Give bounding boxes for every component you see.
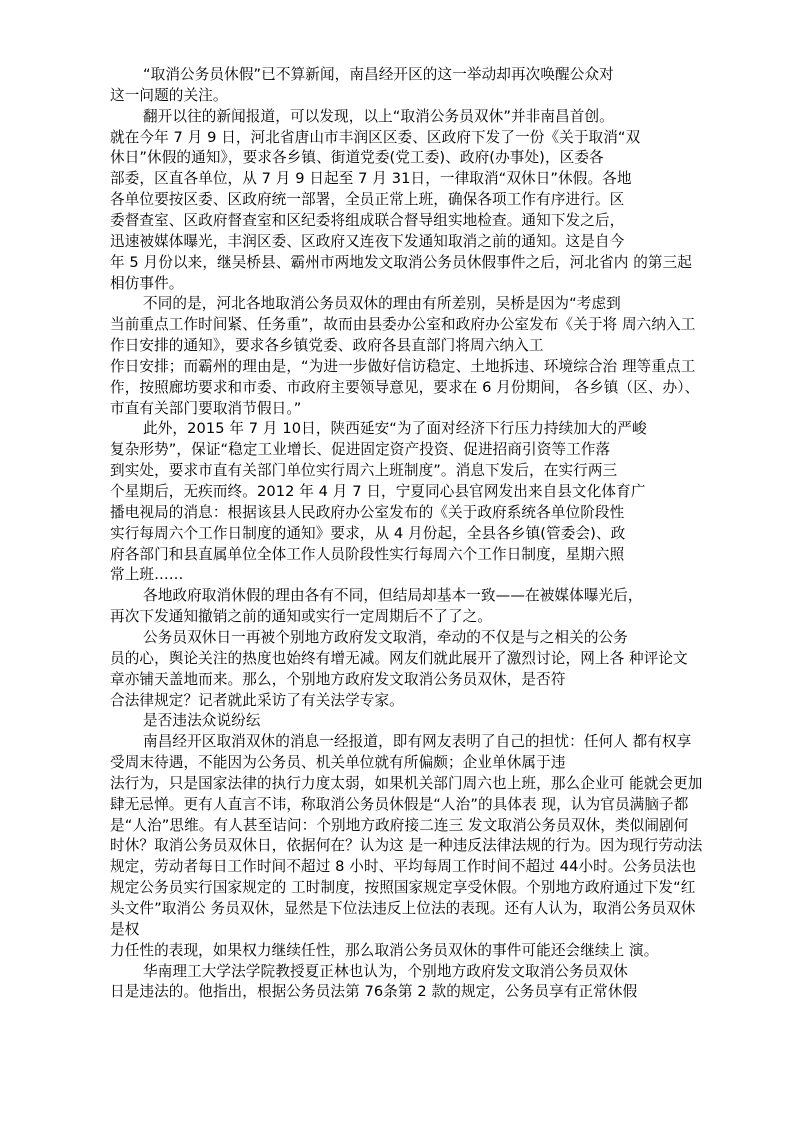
text-line: 休日”休假的通知》，要求各乡镇、街道党委(党工委)、政府(办事处)，区委各 — [110, 149, 604, 167]
text-line: 章亦铺天盖地而来。那么，个别地方政府发文取消公务员双休，是否符 — [110, 670, 566, 688]
text-line: 法行为，只是国家法律的执行力度太弱，如果机关部门周六也上班，那么企业可 能就会更加 — [110, 774, 703, 792]
text-line: 各单位要按区委、区政府统一部署，全员正常上班，确保各项工作有序进行。区 — [110, 191, 625, 209]
text-line: 规定，劳动者每日工作时间不超过 8 小时、平均每周工作时间不超过 44小时。公务员法也 — [110, 858, 697, 876]
paragraph-first-line: 翻开以往的新闻报道，可以发现，以上“取消公务员双休”并非南昌首创。 — [143, 107, 614, 125]
text-line: 播电视局的消息：根据该县人民政府办公室发布的《关于政府系统各单位阶段性 — [110, 503, 625, 521]
paragraph-first-line: “取消公务员休假”已不算新闻，南昌经开区的这一举动却再次唤醒公众对 — [143, 66, 614, 83]
text-line: 实行每周六个工作日制度的通知》要求，从 4 月份起，全县各乡镇(管委会)、政 — [110, 524, 626, 542]
text-line: 年 5 月份以来，继吴桥县、霸州市两地发文取消公务员休假事件之后，河北省内 的第三起 — [110, 253, 692, 271]
text-line: 到实处，要求市直有关部门单位实行周六上班制度”。消息下发后，在实行两三 — [110, 462, 618, 480]
text-line: 复杂形势”，保证“稳定工业增长、促进固定资产投资、促进招商引资等工作落 — [110, 441, 611, 459]
text-line: 常上班…… — [110, 566, 184, 584]
text-line: 当前重点工作时间紧、任务重”，故而由县委办公室和政府办公室发布《关于将 周六纳入工 — [110, 316, 696, 334]
text-line: 时休？取消公务员双休日，依据何在？认为这 是一种违反法律法规的行为。因为现行劳动法 — [110, 837, 703, 855]
paragraph-first-line: 各地政府取消休假的理由各有不同，但结局却基本一致——在被媒体曝光后， — [143, 587, 643, 605]
text-line: 规定公务员实行国家规定的 工时制度，按照国家规定享受休假。个别地方政府通过下发“红 — [110, 879, 696, 897]
text-line: 就在今年 7 月 9 日，河北省唐山市丰润区区委、区政府下发了一份《关于取消“双 — [110, 128, 641, 146]
text-line: 合法律规定？记者就此采访了有关法学专家。 — [110, 691, 404, 709]
text-line: 作日安排的通知》，要求各乡镇党委、政府各县直部门将周六纳入工 — [110, 337, 544, 355]
text-line: 受周末待遇，不能因为公务员、机关单位就有所偏颇；企业单休属于违 — [110, 754, 566, 772]
text-line: 肆无忌惮。更有人直言不讳，称取消公务员休假是“人治”的具体表 现，认为官员满脑子都 — [110, 795, 689, 813]
paragraph-first-line: 南昌经开区取消双休的消息一经报道，即有网友表明了自己的担忧：任何人 都有权享 — [143, 733, 692, 751]
text-line: 是“人治”思维。有人甚至诘问：个别地方政府接二连三 发文取消公务员双休，类似闹剧何 — [110, 816, 689, 834]
paragraph-first-line: 是否违法众说纷纭 — [143, 712, 261, 730]
text-line: 个星期后，无疾而终。2012 年 4 月 7 日，宁夏同心县官网发出来自县文化体育广 — [110, 483, 646, 500]
text-line: 这一问题的关注。 — [110, 86, 228, 104]
text-line: 作，按照廊坊要求和市委、市政府主要领导意见，要求在 6 月份期间， 各乡镇（区、办）、 — [110, 378, 700, 396]
text-line: 作日安排；而霸州的理由是，“为进一步做好信访稳定、土地拆违、环境综合治 理等重点工 — [110, 357, 696, 375]
text-line: 头文件”取消公 务员双休，显然是下位法违反上位法的表现。还有人认为，取消公务员双休 — [110, 900, 696, 917]
text-line: 府各部门和县直属单位全体工作人员阶段性实行每周六个工作日制度，星期六照 — [110, 545, 625, 563]
paragraph-first-line: 不同的是，河北各地取消公务员双休的理由有所差别，吴桥是因为“考虑到 — [143, 295, 621, 313]
paragraph-first-line: 公务员双休日一再被个别地方政府发文取消，牵动的不仅是与之相关的公务 — [143, 628, 628, 646]
text-line: 相仿事件。 — [110, 274, 184, 292]
text-line: 再次下发通知撤销之前的通知或实行一定周期后不了了之。 — [110, 608, 493, 626]
paragraph-first-line: 此外，2015 年 7 月 10日，陕西延安“为了面对经济下行压力持续加大的严峻 — [143, 420, 647, 438]
text-line: 迅速被媒体曝光，丰润区委、区政府又连夜下发通知取消之前的通知。这是自今 — [110, 232, 625, 250]
text-line: 部委，区直各单位，从 7 月 9 日起至 7 月 31日，一律取消“双休日”休假。各地 — [110, 170, 632, 188]
paragraph-first-line: 华南理工大学法学院教授夏正林也认为，个别地方政府发文取消公务员双休 — [143, 962, 628, 980]
text-line: 市直有关部门要取消节假日。” — [110, 399, 302, 417]
text-line: 日是违法的。他指出，根据公务员法第 76条第 2 款的规定，公务员享有正常休假 — [110, 983, 638, 1001]
text-line: 是权 — [110, 920, 140, 938]
text-line: 力任性的表现，如果权力继续任性，那么取消公务员双休的事件可能还会继续上 演。 — [110, 941, 659, 959]
text-line: 委督查室、区政府督查室和区纪委将组成联合督导组实地检查。通知下发之后， — [110, 211, 625, 229]
text-line: 员的心，舆论关注的热度也始终有增无减。网友们就此展开了激烈讨论，网上各 种评论文 — [110, 649, 688, 667]
